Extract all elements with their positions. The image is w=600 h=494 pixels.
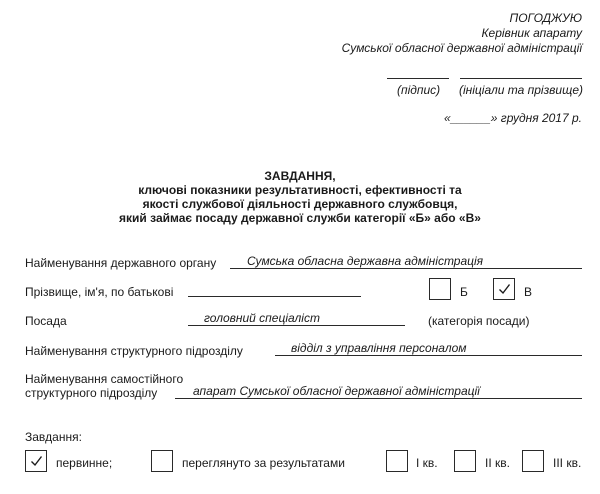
independent-unit-label-line2: структурного підрозділу xyxy=(25,386,158,400)
checkmark-icon xyxy=(498,283,511,295)
signature-caption: (підпис) xyxy=(397,83,441,97)
task-q2-label: ІІ кв. xyxy=(485,456,510,470)
approval-heading: ПОГОДЖУЮ xyxy=(509,11,582,25)
position-field[interactable] xyxy=(188,325,405,326)
approval-date xyxy=(444,111,582,125)
initials-line[interactable] xyxy=(460,78,582,79)
task-q1-label: І кв. xyxy=(416,456,438,470)
task-revised-label: переглянуто за результатами xyxy=(182,456,345,470)
position-value: головний спеціаліст xyxy=(204,311,320,325)
category-v-label: В xyxy=(524,285,533,299)
initials-caption: (ініціали та прізвище) xyxy=(459,83,583,97)
task-q3-checkbox[interactable] xyxy=(522,450,544,472)
position-category-note: (категорія посади) xyxy=(428,314,530,328)
task-primary-checkbox[interactable] xyxy=(25,450,47,472)
date-suffix: » грудня 2017 р. xyxy=(490,111,582,125)
agency-field[interactable] xyxy=(230,268,582,269)
agency-label: Найменування державного органу xyxy=(25,256,217,270)
category-b-label: Б xyxy=(460,285,468,299)
agency-value: Сумська обласна державна адміністрація xyxy=(247,254,484,268)
position-label: Посада xyxy=(25,314,67,328)
task-q2-checkbox[interactable] xyxy=(454,450,476,472)
date-prefix: « xyxy=(444,111,451,125)
independent-unit-field[interactable] xyxy=(175,398,582,399)
task-primary-label: первинне; xyxy=(56,456,113,470)
date-day-blank[interactable]: ______ xyxy=(450,111,491,125)
task-revised-checkbox[interactable] xyxy=(151,450,173,472)
structural-unit-label: Найменування структурного підрозділу xyxy=(25,344,243,358)
checkmark-icon xyxy=(30,455,43,467)
approval-position: Керівник апарату xyxy=(481,26,582,40)
structural-unit-value: відділ з управління персоналом xyxy=(291,341,467,355)
category-v-checkbox[interactable] xyxy=(493,278,515,300)
tasks-label: Завдання: xyxy=(25,430,82,444)
independent-unit-label-line1: Найменування самостійного xyxy=(25,372,184,386)
category-b-checkbox[interactable] xyxy=(429,278,451,300)
structural-unit-field[interactable] xyxy=(275,355,582,356)
approval-organization: Сумської обласної державної адміністрації xyxy=(341,41,582,55)
document-title: ЗАВДАННЯ, xyxy=(264,169,336,183)
task-q1-checkbox[interactable] xyxy=(386,450,408,472)
task-q3-label: ІІІ кв. xyxy=(553,456,582,470)
document-subtitle-line3: який займає посаду державної служби категорії «Б» або «В» xyxy=(119,211,481,225)
document-subtitle-line2: якості службової діяльності державного службовця, xyxy=(142,197,458,211)
name-field[interactable] xyxy=(188,296,361,297)
name-label: Прізвище, ім'я, по батькові xyxy=(25,285,174,299)
signature-line[interactable] xyxy=(387,78,449,79)
document-subtitle-line1: ключові показники результативності, ефективності та xyxy=(138,183,462,197)
independent-unit-value: апарат Сумської обласної державної адміністрації xyxy=(193,384,480,398)
